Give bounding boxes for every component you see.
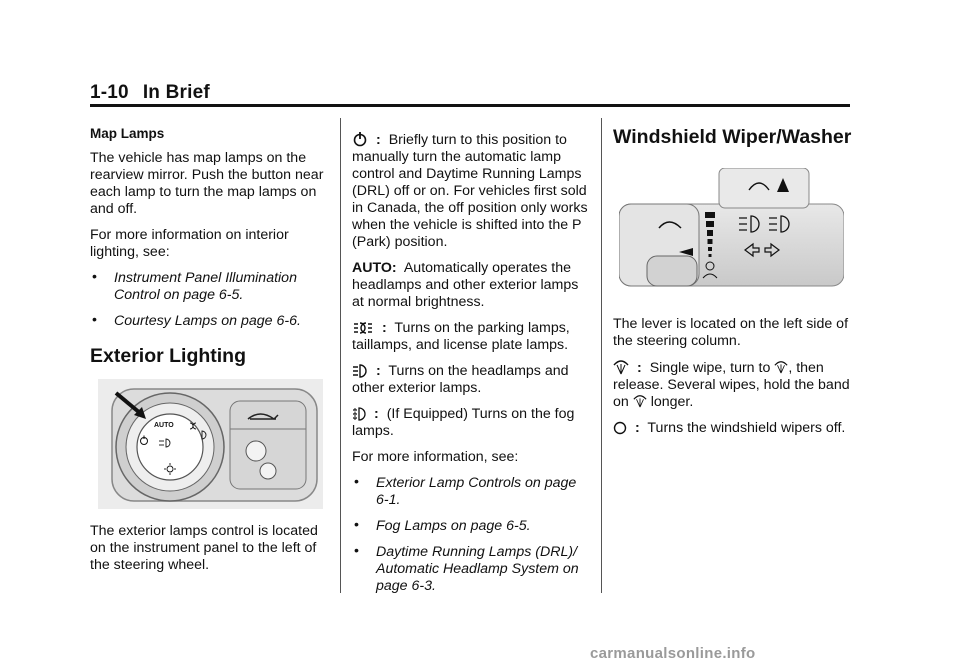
single-wipe-text-a: Single wipe, turn to [649, 360, 771, 376]
single-wipe-separator: : [637, 360, 642, 376]
exterior-lamps-location: The exterior lamps control is located on the instrument panel to the left of the steering wheel. [90, 523, 318, 573]
watermark: carmanualsonline.info [590, 645, 756, 662]
more-info-text: For more information, see: [352, 449, 519, 465]
parking-lamps-icon [352, 321, 374, 335]
wiper-off-circle-icon [613, 421, 627, 435]
auto-label: AUTO: [352, 260, 397, 276]
fog-lamps-text: (If Equipped) Turns on the fog lamps. [352, 406, 575, 439]
column-divider-1 [340, 118, 341, 593]
map-lamps-text: The vehicle has map lamps on the rearview mirror. Push the button near each lamp to turn the map lamps on and off. [90, 150, 324, 217]
wiper-lever-figure [619, 168, 844, 298]
headlamps-separator: : [376, 363, 381, 379]
list-item[interactable]: • Courtesy Lamps on page 6-6. [90, 313, 330, 330]
headlamps-entry [352, 363, 592, 397]
headlamps-icon [352, 364, 368, 378]
auto-text: Automatically operates the headlamps and other exterior lamps at normal brightness. [352, 260, 579, 310]
column-2 [352, 131, 592, 604]
single-wipe-entry [613, 359, 853, 411]
list-item[interactable]: • Exterior Lamp Controls on page 6-1. [352, 475, 592, 509]
mist-wiper-icon [613, 359, 629, 375]
list-item[interactable]: • Daytime Running Lamps (DRL)/ Automatic Headlamp System on page 6-3. [352, 544, 592, 595]
section-title: In Brief [142, 82, 210, 103]
wiper-washer-heading: Windshield Wiper/Washer [613, 126, 852, 148]
lever-location-text: The lever is located on the left side of the steering column. [613, 316, 849, 349]
list-item[interactable]: • Instrument Panel Illumination Control on page 6-5. [90, 270, 330, 304]
interior-lighting-ref: For more information on interior lighting, see: [90, 227, 289, 260]
column-divider-2 [601, 118, 602, 593]
single-wipe-text-b: , then release. Several wipes, hold the band on [613, 360, 850, 410]
off-separator: : [376, 132, 381, 148]
mist-wiper-icon-inline-2 [633, 394, 647, 408]
single-wipe-text-c: longer. [650, 394, 694, 410]
off-position-text: Briefly turn to this position to manually turn the automatic lamp control and Daytime Running Lamps (DRL) off or on. For vehicles first sold in Canada, the off position only works when the vehicle is shifted into the P (Park) position. [352, 132, 588, 250]
traction-off-icon[interactable] [260, 463, 276, 479]
mist-wiper-icon-inline [774, 360, 788, 374]
fog-separator: : [374, 406, 379, 422]
wiper-off-text: Turns the windshield wipers off. [647, 420, 846, 436]
auto-position-label: AUTO [154, 422, 174, 429]
header-rule [90, 104, 850, 107]
parking-lamps-entry [352, 320, 592, 354]
fog-lamps-icon [352, 407, 366, 421]
power-off-icon [352, 131, 368, 147]
off-position-entry [352, 131, 592, 251]
exterior-lighting-heading: Exterior Lighting [90, 345, 246, 367]
headlamps-text: Turns on the headlamps and other exterior lamps. [352, 363, 569, 396]
fog-button-icon[interactable] [246, 441, 266, 461]
wiper-off-separator: : [635, 420, 640, 436]
page-number: 1-10 [90, 82, 129, 103]
fog-lamps-entry [352, 406, 592, 440]
list-item[interactable]: • Fog Lamps on page 6-5. [352, 518, 592, 535]
page-header [90, 82, 210, 104]
parking-separator: : [382, 320, 387, 336]
column-3 [613, 126, 853, 446]
parking-lamps-text: Turns on the parking lamps, taillamps, and license plate lamps. [352, 320, 570, 353]
map-lamps-heading: Map Lamps [90, 126, 165, 141]
column-1 [90, 125, 330, 583]
exterior-lamps-control-figure [98, 379, 323, 509]
auto-entry [352, 260, 592, 311]
wiper-off-entry [613, 420, 853, 437]
